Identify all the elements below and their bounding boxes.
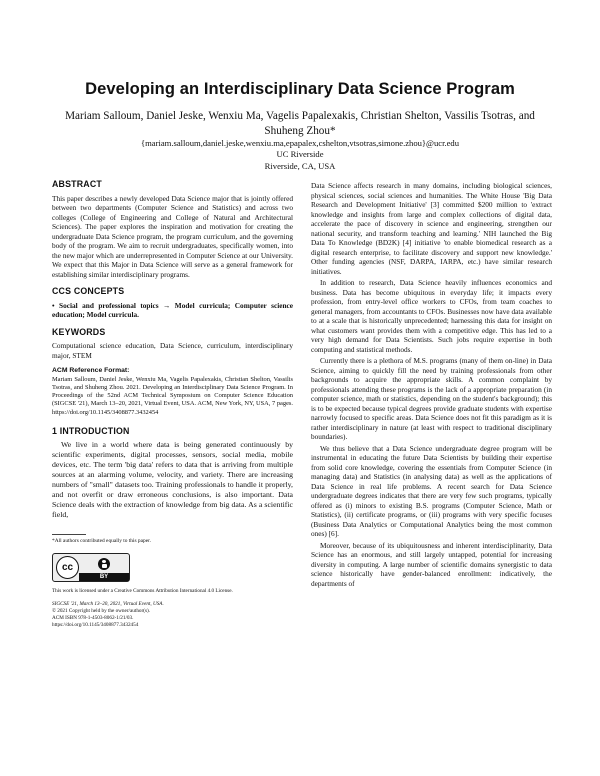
ccs-text: • Social and professional topics → Model curricula; Computer science education; Model curricula.	[52, 300, 293, 319]
cc-logo-icon: cc	[56, 556, 79, 579]
affiliation-block	[40, 138, 560, 172]
body-paragraph: In addition to research, Data Science heavily influences economics and business. Data has become ubiquitous in everyday life; it impacts every profession, from entry-level office workers to CFOs, from team coaches to general managers, from accountants to CFOs. Businesses now have data available to at a scale that is historically unprecedented; harnessing this data for insight on what customers want provides them with a competitive edge. This has led to a very high demand for Data Scientists. Such jobs require expertise in both computing and statistical methods.	[311, 278, 552, 354]
keywords-text: Computational science education, Data Science, curriculum, interdisciplinary major, STEM	[52, 341, 293, 360]
ccs-section	[52, 287, 293, 320]
pub-isbn: ACM ISBN 978-1-4503-8062-1/21/03.	[52, 615, 134, 622]
location: Riverside, CA, USA	[264, 160, 336, 171]
footnote-divider	[52, 534, 86, 535]
introduction-section	[52, 427, 293, 521]
cc-by-label: BY	[79, 573, 129, 581]
abstract-section	[52, 180, 293, 279]
body-paragraph: Currently there is a plethora of M.S. programs (many of them on-line) in Data Science, aiming to quickly fill the need by training professionals from other backgrounds to acquire the appropriate skills. A common complaint by professionals attending these programs is the lack of a appropriate preparation (in computer science, math or statistics, depending on the student's background); this is to be expected because typical degrees provide graduate students with expertise narrowly focused to specific areas. Data Science does not fit this paradigm as it is rather interdisciplinary in nature (at least with respect to traditional disciplinary boundaries).	[311, 356, 552, 441]
body-paragraph: We thus believe that a Data Science undergraduate degree program will be instrumental in educating the future Data Scientists by building their expertise from solid core knowledge, covering the essentials from Computer Science (in managing data) and Statistics (in analysing data) as well as the applications of Data Science in real life problems. A recent search for Data Science undergraduate degrees indicates that there are very few such programs, typically offered as (i) minors to existing B.S. programs (Computer Science, Math or Statistics), (ii) certificate programs, or (iii) programs with very specific focuses (Business Data Analytics or Computational Analytics being the most common ones) [6].	[311, 443, 552, 538]
introduction-paragraph: We live in a world where data is being generated continuously by scientific experiments, digital processes, sensors, social media, mobile devices, etc. The term 'big data' refers to data that is arriving from multiple sources at an alarming volume, velocity, and variety. There are increasing numbers of "small" datasets too. Training professionals to handle it properly, and not overfit or draw erroneous conclusions, is also important. Data Science deals with the extraction of knowledge from big data. As a scientific field,	[52, 440, 293, 520]
right-column	[311, 181, 552, 588]
footnote: *All authors contributed equally to this paper.	[52, 538, 151, 545]
author-list: Mariam Salloum, Daniel Jeske, Wenxiu Ma, Vagelis Papalexakis, Christian Shelton, Vassilis Tsotras, and Shuheng Zhou*	[65, 110, 535, 137]
license-text: This work is licensed under a Creative Commons Attribution International 4.0 License.	[52, 588, 233, 595]
institution: UC Riverside	[276, 149, 324, 160]
reference-format-heading: ACM Reference Format:	[52, 367, 130, 374]
paper-title: Developing an Interdisciplinary Data Science Program	[85, 80, 515, 98]
pub-copyright: © 2021 Copyright held by the owner/author(s).	[52, 608, 151, 615]
left-column	[52, 180, 293, 629]
abstract-text: This paper describes a newly developed Data Science major that is jointly offered between two departments (Computer Science and Statistics) and across two colleges (College of Engineering and College of Natural and Architectural Sciences). The paper explores the inspiration and motivation for creating the undergraduate Data Science program, the program curriculum, and the governing body of the program. We aim to recruit undergraduates, specifically women, into the new major which are underrepresented in Computer Science at our University. We expect that this Major in Data Science will serve as a general framework for establishing similar interdisciplinary programs.	[52, 193, 293, 279]
pub-doi: https://doi.org/10.1145/3408877.3432454	[52, 622, 139, 629]
body-paragraph: Moreover, because of its ubiquitousness and inherent interdisciplinarity, Data Science has an enormous, and still largely untapped, potential for increasing diversity in computing. A large number of scientific domains synergistic to data science historically have gender-balanced enrollment: indicatively, the departments of	[311, 540, 552, 588]
cc-by-block	[79, 554, 129, 581]
keywords-section	[52, 328, 293, 417]
creative-commons-badge	[52, 553, 130, 582]
introduction-heading: 1 INTRODUCTION	[52, 425, 130, 436]
author-emails: {mariam.salloum,daniel.jeske,wenxiu.ma,epapalex,cshelton,vtsotras,simone.zhou}@ucr.edu	[140, 138, 460, 148]
publication-info	[52, 601, 293, 629]
cc-attribution-row	[79, 554, 129, 573]
body-paragraph: Data Science affects research in many domains, including biological sciences, physical sciences, social sciences and humanities. The White House 'Big Data Research and Development Initiative' [3] committed $200 million to 'extract knowledge and insights from large and complex collections of digital data, accelerate the pace of discovery in science and engineering, strengthen our national security, and transform teaching and learning.' NIH launched the Big Data To Knowledge (BD2K) [4] initiative 'to enable biomedical research as a digital research enterprise, to facilitate discovery and support new knowledge.' Other funding agencies (NSF, DARPA, IARPA, etc.) have similar research initiatives.	[311, 181, 552, 276]
reference-format-text: Mariam Salloum, Daniel Jeske, Wenxiu Ma, Vagelis Papalexakis, Christian Shelton, Vassilis Tsotras, and Shuheng Zhou. 2021. Developing an Interdisciplinary Data Science Program. In Proceedings of the 52nd ACM Technical Symposium on Computer Science Education (SIGCSE '21), March 13–20, 2021, Virtual Event, USA. ACM, New York, NY, USA, 7 pages. https://doi.org/10.1145/3408877.3432454	[52, 375, 293, 416]
attribution-person-icon	[98, 558, 110, 570]
keywords-heading: KEYWORDS	[52, 326, 106, 337]
ccs-heading: CCS CONCEPTS	[52, 286, 125, 296]
abstract-heading: ABSTRACT	[52, 179, 102, 189]
pub-venue: SIGCSE '21, March 13–20, 2021, Virtual Event, USA.	[52, 601, 164, 608]
